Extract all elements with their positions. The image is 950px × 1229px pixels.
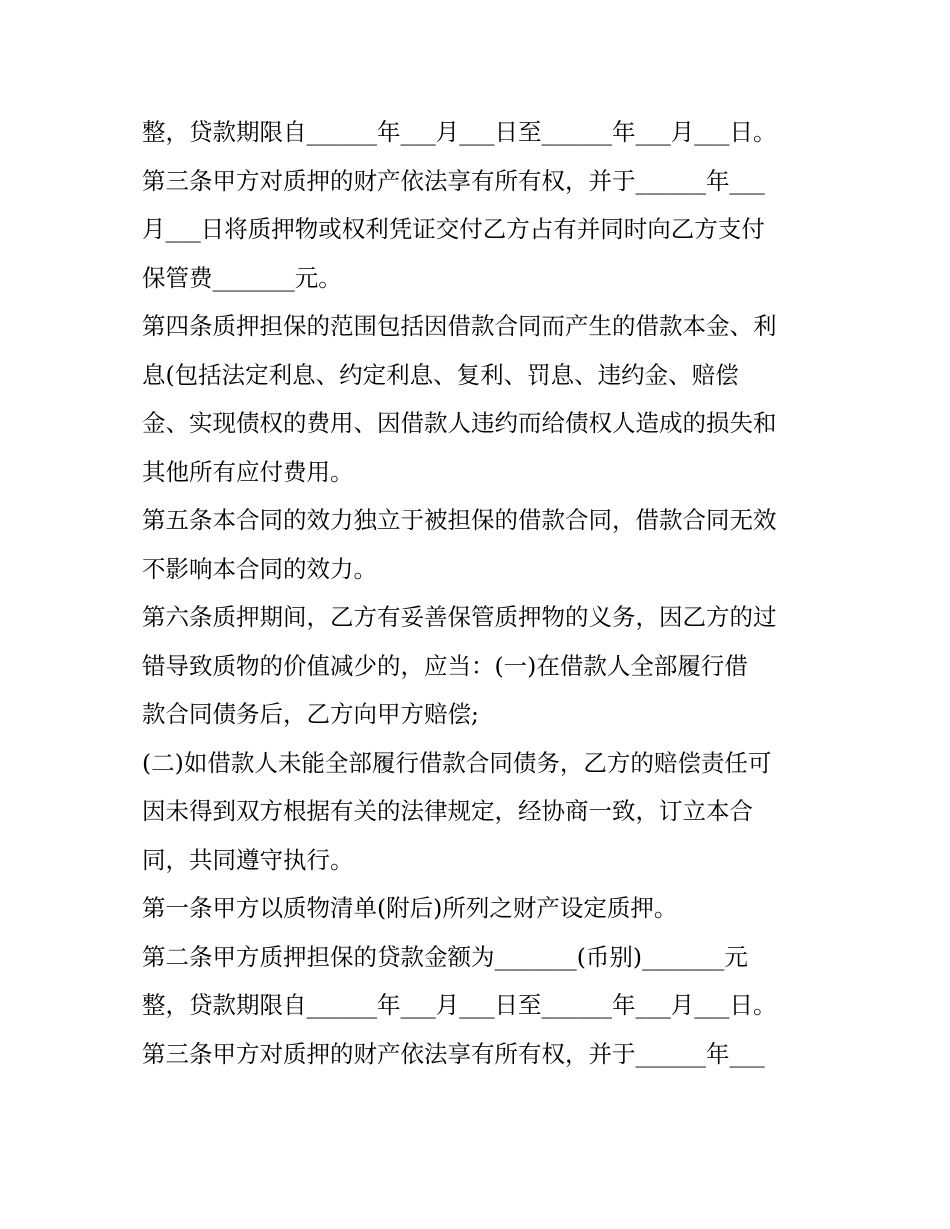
contract-text [142, 108, 832, 1078]
text-line: 第一条甲方以质物清单(附后)所列之财产设定质押。 [142, 894, 678, 922]
text-line: 息(包括法定利息、约定利息、复利、罚息、违约金、赔偿 [142, 360, 739, 389]
text-line: 保管费_______元。 [142, 263, 342, 292]
text-line: 第二条甲方质押担保的贷款金额为_______(币别)_______元 [142, 942, 748, 971]
text-line: 第六条质押期间，乙方有妥善保管质押物的义务，因乙方的过 [142, 603, 777, 631]
text-line: 错导致质物的价值减少的，应当：(一)在借款人全部履行借 [142, 651, 748, 680]
text-line: 第三条甲方对质押的财产依法享有所有权，并于______年___ [142, 166, 765, 195]
text-line: 其他所有应付费用。 [142, 457, 354, 486]
text-line: 整，贷款期限自______年___月___日至______年___月___日。 [142, 118, 777, 146]
text-line: 整，贷款期限自______年___月___日至______年___月___日。 [142, 991, 777, 1019]
text-line: 月___日将质押物或权利凭证交付乙方占有并同时向乙方支付 [142, 215, 765, 243]
text-line: 第三条甲方对质押的财产依法享有所有权，并于______年___ [142, 1039, 765, 1068]
text-line: 因未得到双方根据有关的法律规定，经协商一致，订立本合 [142, 797, 753, 825]
text-line: 第四条质押担保的范围包括因借款合同而产生的借款本金、利 [142, 312, 777, 340]
text-line: 不影响本合同的效力。 [142, 554, 377, 583]
text-line: (二)如借款人未能全部履行借款合同债务，乙方的赔偿责任可 [142, 748, 772, 777]
text-line: 金、实现债权的费用、因借款人违约而给债权人造成的损失和 [142, 409, 777, 437]
text-line: 同，共同遵守执行。 [142, 845, 354, 874]
text-line: 第五条本合同的效力独立于被担保的借款合同，借款合同无效 [142, 506, 777, 534]
text-line: 款合同债务后，乙方向甲方赔偿; [142, 700, 479, 728]
